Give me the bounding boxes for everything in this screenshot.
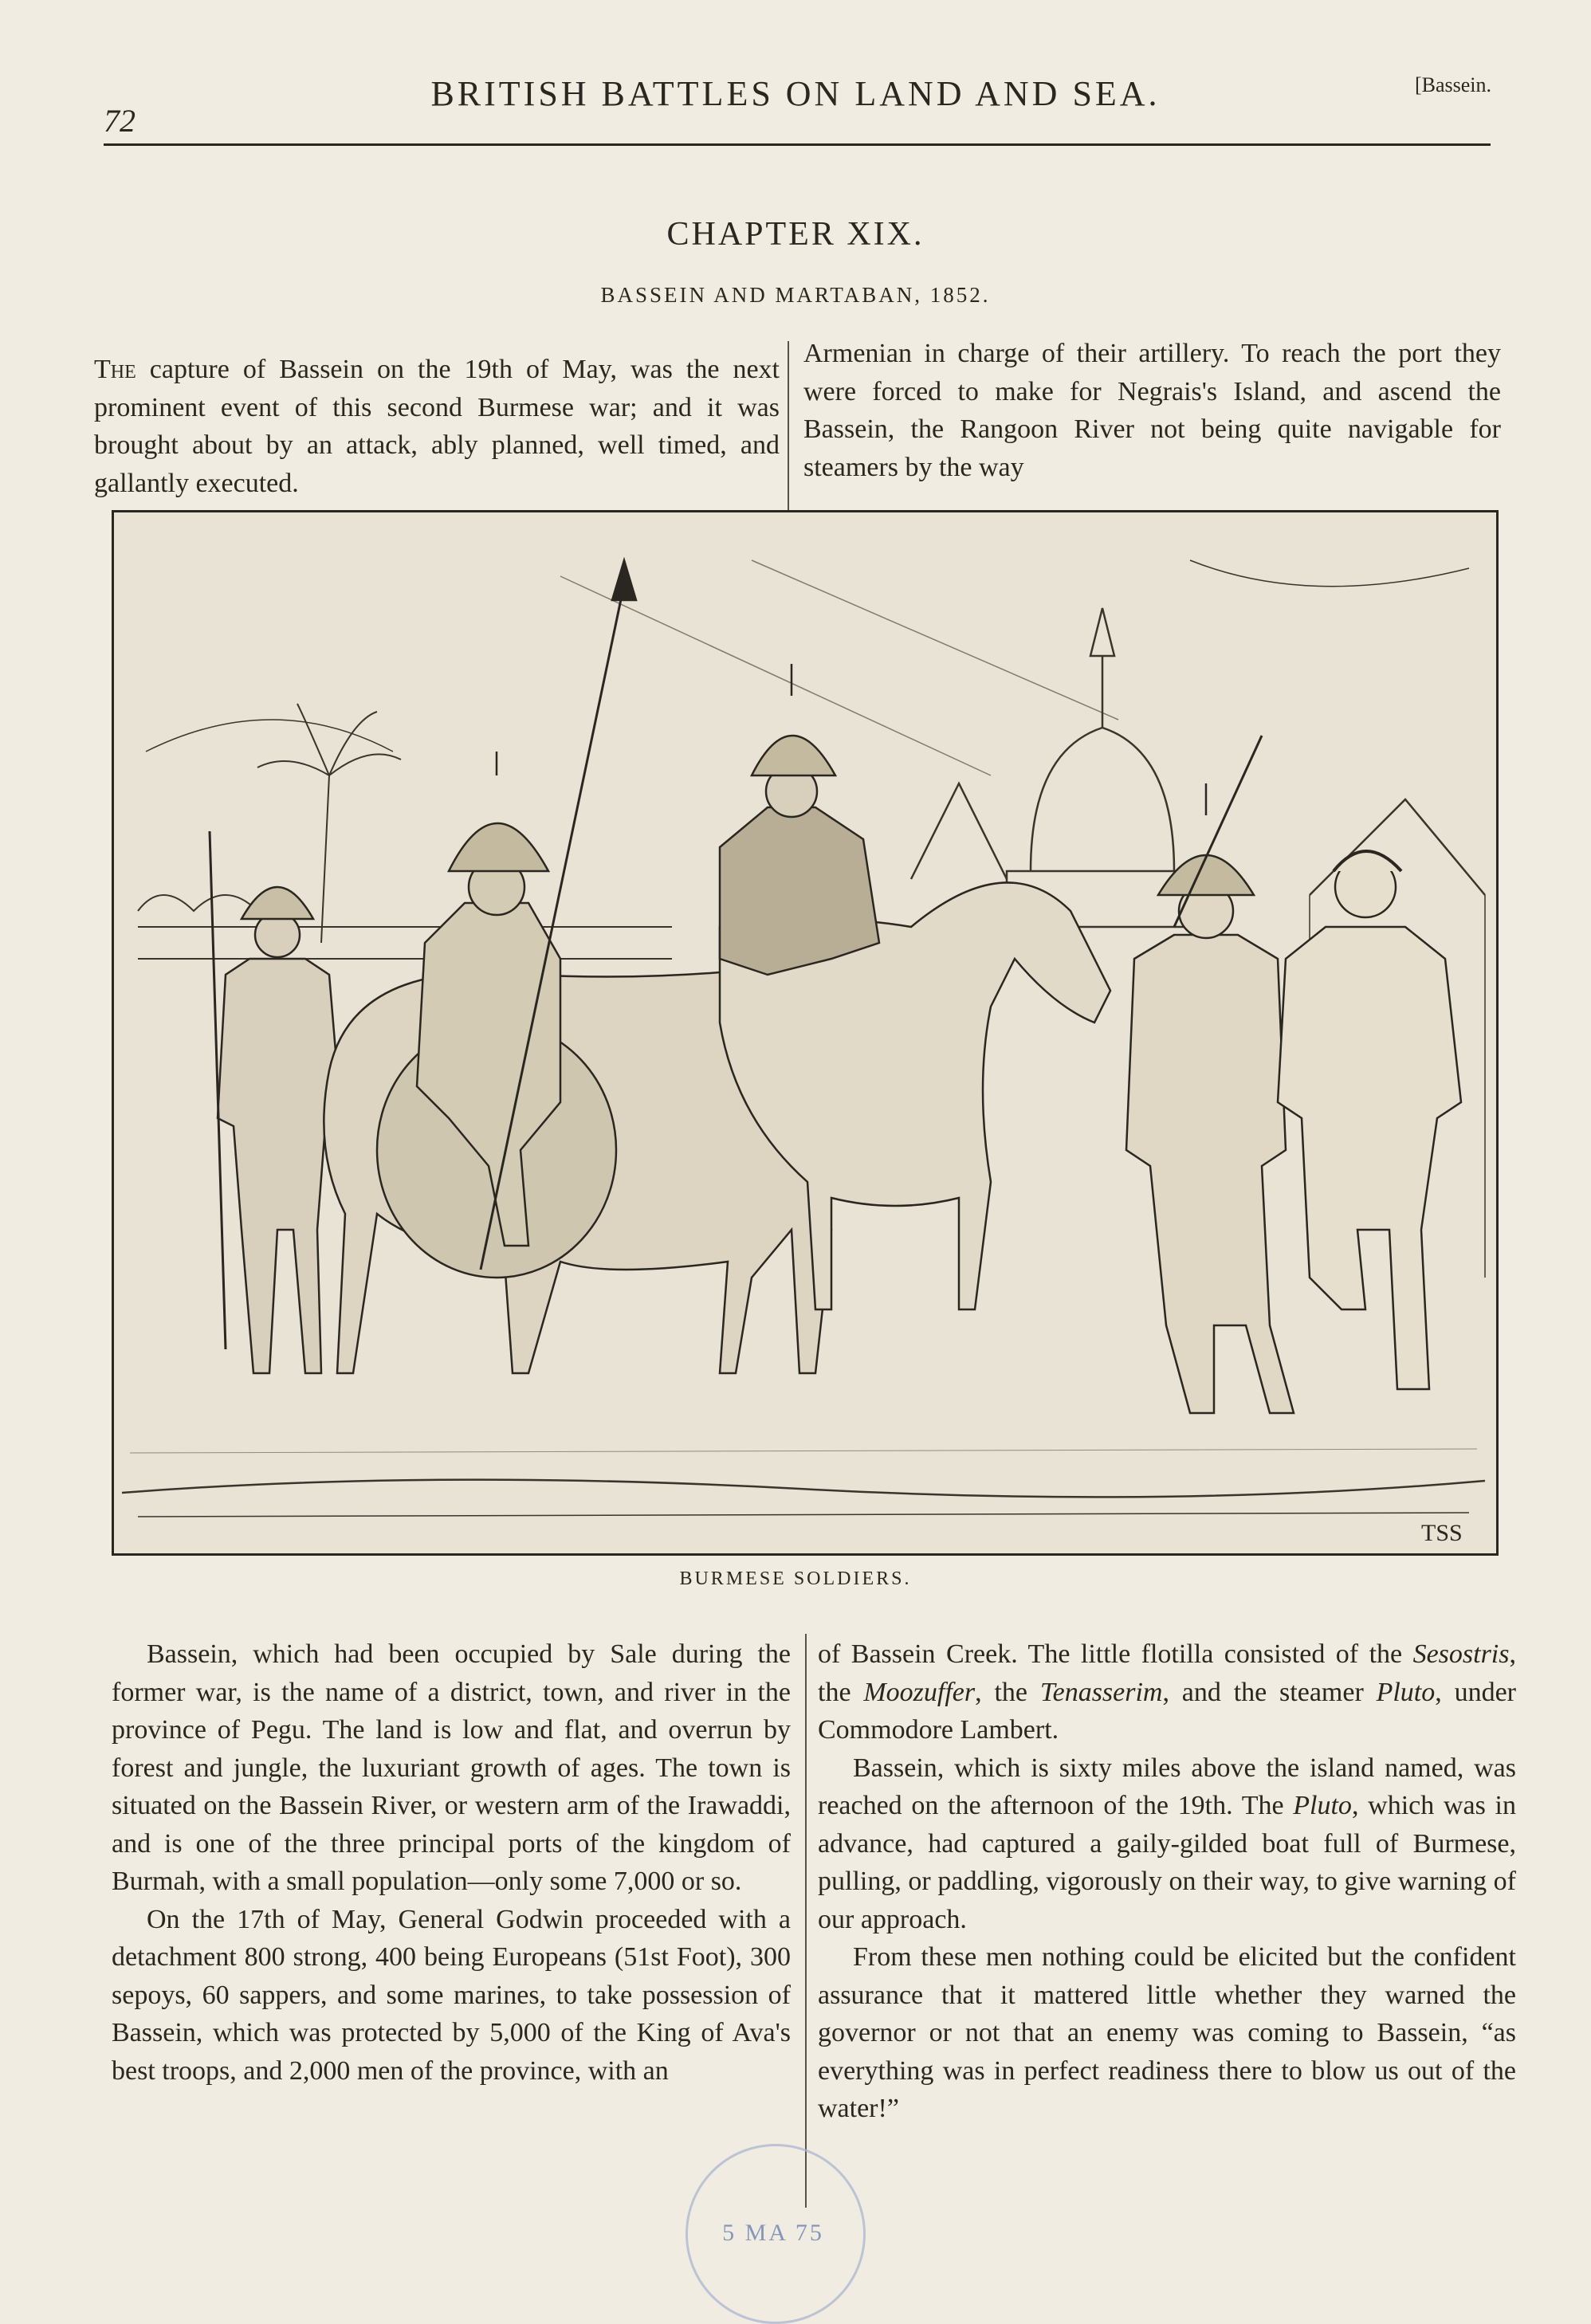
running-title: BRITISH BATTLES ON LAND AND SEA.: [430, 74, 1161, 113]
engraving-burmese-soldiers: [112, 510, 1499, 1556]
ship-name: Pluto: [1293, 1791, 1352, 1820]
stamp-date: 5 MA 75: [722, 2220, 824, 2246]
intro-column-right: [803, 335, 1501, 486]
intro-lead-word: The: [94, 355, 136, 384]
chapter-title: CHAPTER XIX.: [666, 216, 925, 253]
intro-column-left: [94, 351, 780, 502]
paragraph: On the 17th of May, General Godwin proceeded with a detachment 800 strong, 400 being Europeans (51st Foot), 300 sepoys, 60 sappers, and some marines, to take possession of Bassein, which was protected by 5,000 of the King of Ava's best troops, and 2,000 men of the province, with an: [112, 1904, 791, 2086]
chapter-subtitle: BASSEIN AND MARTABAN, 1852.: [600, 283, 991, 307]
ship-name: Sesostris: [1412, 1639, 1510, 1669]
standing-figure-turban: [1278, 851, 1461, 1389]
column-divider-top: [788, 341, 789, 516]
paragraph-flotilla: of Bassein Creek. The little flotilla consisted of the Sesostris, the Moozuffer, the Tenasserim, and the steamer Pluto, under Commodore Lambert.: [818, 1639, 1516, 1745]
wall-gate: [138, 895, 672, 959]
body-column-left: [112, 1635, 791, 2090]
engraver-signature: TSS: [1421, 1520, 1463, 1546]
ship-name: Tenasserim: [1039, 1677, 1163, 1707]
section-tag: [Bassein.: [1414, 73, 1491, 96]
page-number: 72: [104, 103, 136, 139]
paragraph: Bassein, which had been occupied by Sale during the former war, is the name of a district, town, and river in the province of Pegu. The land is low and flat, and overrun by forest and jungle, the luxuriant growth of ages. The town is situated on the Bassein River, or western arm of the Irawaddi, and is one of the three principal ports of the kingdom of Burmah, with a small population—only some 7,000 or so.: [112, 1639, 791, 1896]
header-rule: [104, 143, 1491, 146]
illustration-caption: BURMESE SOLDIERS.: [679, 1568, 912, 1589]
ship-name: Moozuffer: [863, 1677, 976, 1707]
ship-name: Pluto: [1376, 1677, 1436, 1707]
paragraph-arrival: Bassein, which is sixty miles above the island named, was reached on the afternoon of the 19th. The Pluto, which was in advance, had captured a gaily-gilded boat full of Burmese, pulling, or paddling, vigorously on their way, to give warning of our approach.: [818, 1753, 1516, 1934]
engraving-artwork: [114, 512, 1496, 1553]
column-divider-bottom: [805, 1634, 807, 2208]
left-sentry: [210, 831, 341, 1373]
standing-soldier: [1126, 736, 1294, 1413]
paragraph: From these men nothing could be elicited but the confident assurance that it mattered little whether they warned the governor or not that an enemy was coming to Bassein, “as everything was in perfect readiness there to blow us out of the water!”: [818, 1942, 1516, 2123]
body-column-right: [818, 1635, 1516, 2128]
rider-two: [720, 664, 879, 975]
intro-text-left: capture of Bassein on the 19th of May, was the next prominent event of this second Burmese war; and it was brought about by an attack, ably planned, well timed, and gallantly executed.: [94, 355, 780, 498]
intro-text-right: Armenian in charge of their artillery. To reach the port they were forced to make for Negrais's Island, and ascend the Bassein, the Rangoon River not being quite navigable for steamers by the way: [803, 339, 1501, 482]
